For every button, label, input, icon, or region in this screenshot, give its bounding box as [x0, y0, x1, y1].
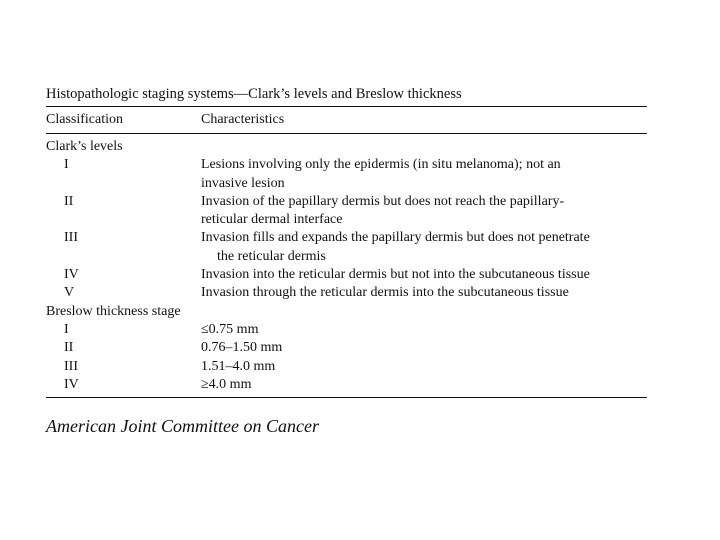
breslow-stage-label: III: [64, 358, 78, 374]
description-line: Invasion fills and expands the papillary dermis but does not penetrate: [201, 230, 590, 246]
description-line: the reticular dermis: [217, 248, 326, 264]
description-line: Invasion of the papillary dermis but does not reach the papillary-: [201, 193, 565, 209]
breslow-stage-label: II: [64, 340, 74, 356]
group-breslow-thickness: Breslow thickness stage: [46, 303, 181, 319]
description-line: Invasion through the reticular dermis into the subcutaneous tissue: [201, 285, 569, 301]
bottom-rule: [46, 397, 647, 398]
source-attribution: American Joint Committee on Cancer: [46, 416, 319, 436]
description-line: reticular dermal interface: [201, 212, 343, 228]
table-caption: Histopathologic staging systems—Clark’s levels and Breslow thickness: [46, 86, 462, 102]
clark-level-label: III: [64, 230, 78, 246]
group-clarks-levels: Clark’s levels: [46, 139, 123, 154]
table-body: [46, 134, 647, 397]
breslow-stage-label: I: [64, 321, 69, 337]
description-line: Lesions involving only the epidermis (in situ melanoma); not an: [201, 157, 561, 173]
table-row: [46, 339, 647, 357]
clark-level-description: [201, 193, 647, 230]
clark-level-description: [201, 229, 647, 266]
table-row: [46, 156, 647, 193]
table-row: [46, 358, 647, 376]
table-row: [46, 321, 647, 339]
clark-level-description: [201, 284, 647, 302]
table-row: [46, 229, 647, 266]
breslow-thickness-value: ≤0.75 mm: [201, 321, 259, 337]
header-characteristics: Characteristics: [201, 112, 285, 127]
table-header-row: [46, 107, 647, 133]
clark-level-label: II: [64, 193, 74, 209]
table-row: [46, 266, 647, 284]
breslow-thickness-value: 0.76–1.50 mm: [201, 340, 283, 356]
header-classification: Classification: [46, 112, 123, 127]
clark-level-label: V: [64, 285, 75, 301]
clark-level-label: IV: [64, 267, 79, 283]
table-row: [46, 193, 647, 230]
description-line: invasive lesion: [201, 175, 285, 191]
table-row: [46, 376, 647, 394]
breslow-thickness-value: ≥4.0 mm: [201, 376, 252, 392]
description-line: Invasion into the reticular dermis but not into the subcutaneous tissue: [201, 267, 590, 283]
clark-level-description: [201, 156, 647, 193]
breslow-thickness-value: 1.51–4.0 mm: [201, 358, 276, 374]
staging-table: [46, 85, 647, 398]
breslow-stage-label: IV: [64, 376, 79, 392]
clark-level-label: I: [64, 157, 69, 173]
clark-level-description: [201, 266, 647, 284]
table-row: [46, 284, 647, 302]
